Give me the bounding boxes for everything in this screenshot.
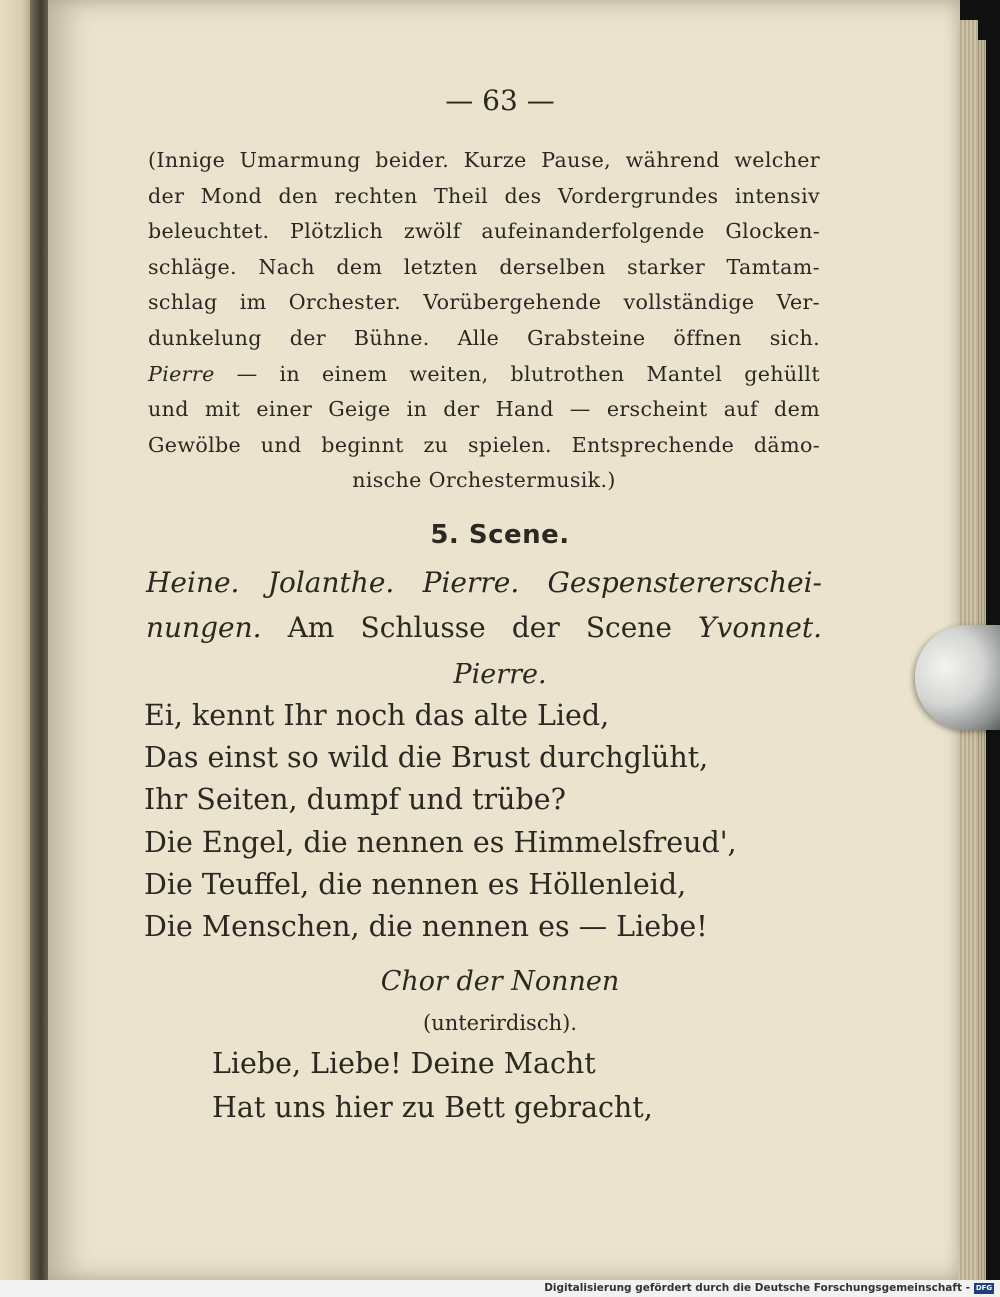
stage-line: — in einem weiten, blutrothen Mantel gehüllt [236, 361, 820, 386]
verse-line: Die Teuffel, die nennen es Höllenleid, [144, 867, 687, 901]
stage-line: nische Orchestermusik.) [352, 468, 616, 493]
cast-list [146, 560, 822, 650]
verse-line: Ihr Seiten, dumpf und trübe? [144, 783, 566, 817]
scene-heading: 5. Scene. [430, 520, 570, 550]
dfg-logo: DFG [975, 1284, 993, 1292]
stage-line-with-name [148, 357, 820, 393]
stage-direction [148, 143, 820, 499]
chorus-line: Liebe, Liebe! Deine Macht [212, 1047, 596, 1080]
verse-line: Ei, kennt Ihr noch das alte Lied, [144, 699, 610, 732]
chorus-verse [212, 1042, 653, 1130]
stage-line: Gewölbe und beginnt zu spielen. Entsprechende dämo- [148, 432, 820, 457]
verse-line: Die Menschen, die nennen es — Liebe! [144, 909, 708, 943]
stage-line: beleuchtet. Plötzlich zwölf aufeinanderfolgende Glocken- [148, 219, 820, 244]
stage-line: der Mond den rechten Theil des Vordergrundes intensiv [148, 183, 820, 208]
cast-text: Am Schlusse der Scene [287, 611, 672, 644]
stage-line: (Innige Umarmung beider. Kurze Pause, während welcher [148, 148, 820, 172]
verse-line: Die Engel, die nennen es Himmelsfreud', [144, 825, 737, 859]
chorus-direction: (unterirdisch). [423, 1011, 577, 1035]
verse-line: Das einst so wild die Brust durchglüht, [144, 741, 709, 775]
stage-line: schläge. Nach dem letzten derselben starker Tamtam- [148, 254, 820, 279]
stage-character-name: Pierre [148, 361, 215, 386]
cast-name: Yvonnet. [698, 611, 822, 644]
cast-line: Heine. Jolanthe. Pierre. Gespenstererschei- [146, 566, 822, 599]
chorus-speaker: Chor der Nonnen [380, 966, 620, 997]
page-number: — 63 — [445, 84, 555, 117]
footer-credit: Digitalisierung gefördert durch die Deutsche Forschungsgemeinschaft - [544, 1282, 970, 1294]
chorus-line: Hat uns hier zu Bett gebracht, [212, 1091, 653, 1124]
stage-line: und mit einer Geige in der Hand — erscheint auf dem [148, 397, 820, 422]
verse [144, 695, 737, 948]
cast-line [146, 605, 822, 650]
stage-line: schlag im Orchester. Vorübergehende vollständige Ver- [148, 290, 820, 315]
cast-italic: nungen. [146, 611, 262, 644]
stage-line: dunkelung der Bühne. Alle Grabsteine öffnen sich. [148, 325, 820, 350]
speaker-name: Pierre. [453, 659, 547, 690]
